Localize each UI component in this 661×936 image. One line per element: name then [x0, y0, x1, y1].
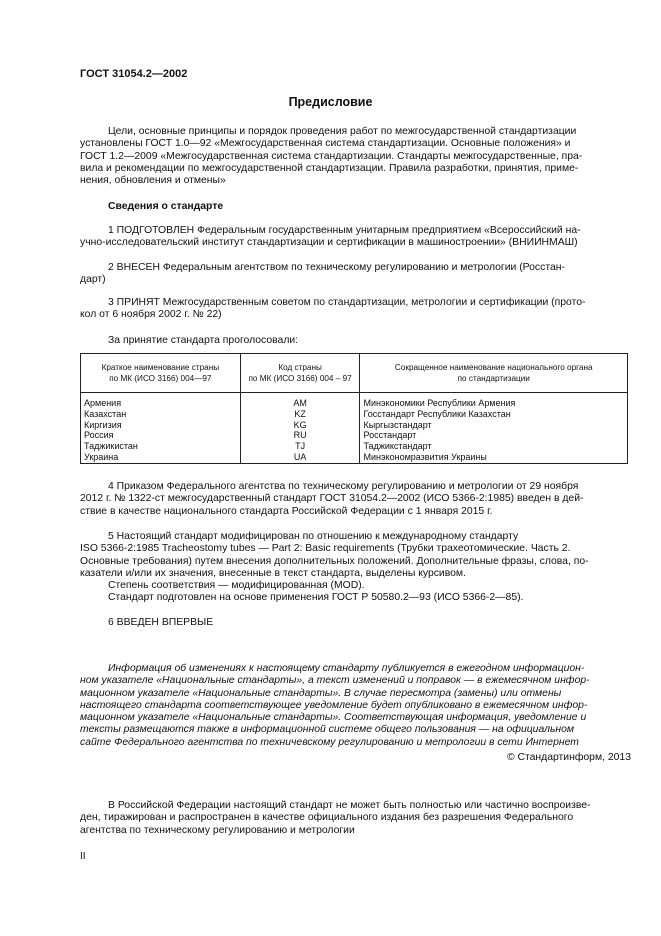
item-1-prepared [80, 225, 590, 250]
text-line: тексты размещаются также в информационной системе общего пользования — на официальном [80, 724, 575, 736]
text-line: Основные требования) путем внесения дополнительных положений. Дополнительные фразы, слова, по- [80, 555, 589, 567]
item-5-modification [80, 531, 590, 605]
text-line: 5 Настоящий стандарт модифицирован по отношению к международному стандарту [108, 531, 519, 542]
text-line: кол от 6 ноября 2002 г. № 22) [80, 309, 222, 321]
country-cell: Украина [81, 452, 241, 463]
body-cell: Минэкономразвития Украины [360, 452, 628, 463]
voting-countries-table [80, 353, 628, 464]
text-line: вила и рекомендации по межгосударственной стандартизации. Правила разработки, принятия, приме- [80, 162, 579, 174]
country-cell: Таджикистан [81, 441, 241, 452]
table-header-row [81, 354, 628, 393]
column-header-code: Код страны по МК (ИСО 3166) 004 – 97 [240, 354, 360, 393]
code-cell: KG [240, 420, 360, 431]
text-line: нения, обновления и отмены» [80, 175, 226, 187]
copyright-notice: © Стандартинформ, 2013 [506, 752, 631, 763]
text-line: 1 ПОДГОТОВЛЕН Федеральным государственным унитарным предприятием «Всероссийский на- [108, 225, 581, 236]
country-cell: Казахстан [81, 409, 241, 420]
text-line: ГОСТ 1.2—2009 «Межгосударственная система стандартизации. Стандарты межгосударственные, пра- [80, 150, 583, 162]
text-line: 3 ПРИНЯТ Межгосударственным советом по стандартизации, метрологии и сертификации (прото- [108, 297, 586, 308]
country-cell: Армения [81, 393, 241, 409]
table-row [81, 420, 628, 431]
body-cell: Госстандарт Республики Казахстан [360, 409, 628, 420]
page-number: II [80, 851, 86, 862]
code-cell: UA [240, 452, 360, 463]
text-line: В Российской Федерации настоящий стандарт не может быть полностью или частично воспроизве- [108, 800, 591, 811]
code-cell: TJ [240, 441, 360, 452]
info-heading: Сведения о стандарте [108, 201, 224, 212]
text-line: Цели, основные принципы и порядок проведения работ по межгосударственной стандартизации [108, 126, 577, 137]
table-row [81, 409, 628, 420]
text-line: мационном указателе «Национальные стандарты». Соответствующая информация, уведомление и [80, 712, 587, 724]
text-line: ствие в качестве национального стандарта Российской Федерации с 1 января 2015 г. [80, 505, 493, 517]
item-6-introduced: 6 ВВЕДЕН ВПЕРВЫЕ [108, 617, 214, 628]
text-line: сайте Федерального агентства по техничевскому регулированию и метрологии в сети Интернет [80, 736, 579, 748]
column-header-country: Краткое наименование страны по МК (ИСО 3166) 004—97 [81, 354, 241, 393]
page-title: Предисловие [288, 95, 373, 109]
text-line: ном указателе «Национальные стандарты», а текст изменений и поправок — в ежемесячном инфор- [80, 675, 590, 687]
text-line: мационном указателе «Национальные стандарты». В случае пересмотра (замены) или отмены [80, 687, 562, 699]
text-line: Информация об изменениях к настоящему стандарту публикуется в ежегодном информацион- [108, 663, 585, 674]
item-4-enactment [80, 481, 590, 518]
body-cell: Кыргызстандарт [360, 420, 628, 431]
conformity-line: Степень соответствия — модифицированная (MOD). [108, 580, 365, 592]
body-cell: Таджикстандарт [360, 441, 628, 452]
text-line: дарт) [80, 274, 106, 286]
country-cell: Киргизия [81, 420, 241, 431]
code-cell: RU [240, 430, 360, 441]
text-line: ISO 5366-2:1985 Tracheostomy tubes — Part 2: Basic requirements (Трубки трахеотомические. Часть 2. [80, 543, 571, 555]
text-line: 4 Приказом Федерального агентства по техническому регулированию и метрологии от 29 ноября [108, 481, 579, 492]
text-line: агентства по техническому регулированию и метрологии [80, 824, 355, 836]
text-line: учно-исследовательский институт стандартизации и сертификации в машиностроении» (ВНИИНМАШ) [80, 237, 578, 249]
body-cell: Минэкономики Республики Армения [360, 393, 628, 409]
table-row [81, 393, 628, 409]
notice-paragraph [80, 663, 631, 749]
code-cell: KZ [240, 409, 360, 420]
vote-intro: За принятие стандарта проголосовали: [108, 335, 299, 346]
table-row [81, 430, 628, 441]
text-line: установлены ГОСТ 1.0—92 «Межгосударственная система стандартизации. Основные положения» и [80, 138, 571, 150]
text-line: ден, тиражирован и распространен в качестве официального издания без разрешения Федерального [80, 812, 574, 824]
text-line: 2 ВНЕСЕН Федеральным агентством по техническому регулированию и метрологии (Росстан- [108, 262, 565, 273]
code-cell: AM [240, 393, 360, 409]
text-line: 2012 г. № 1322-ст межгосударственный стандарт ГОСТ 31054.2—2002 (ИСО 5366-2:1985) введен в дей- [80, 493, 584, 505]
table-row [81, 441, 628, 452]
basis-line: Стандарт подготовлен на основе применения ГОСТ Р 50580.2—93 (ИСО 5366-2—85). [108, 592, 524, 604]
text-line: казатели и/или их значения, внесенные в текст стандарта, выделены курсивом. [80, 567, 466, 579]
item-3-adopted [80, 297, 590, 322]
intro-paragraph [80, 126, 590, 187]
text-line: настоящего стандарта соответствующее уведомление будет опубликовано в ежемесячном инфор- [80, 699, 588, 711]
body-cell: Росстандарт [360, 430, 628, 441]
rights-paragraph [80, 800, 631, 837]
standard-code-header: ГОСТ 31054.2—2002 [80, 68, 188, 80]
table-row [81, 452, 628, 463]
country-cell: Россия [81, 430, 241, 441]
item-2-submitted [80, 262, 590, 287]
column-header-body: Сокращенное наименование национального органа по стандартизации [360, 354, 628, 393]
